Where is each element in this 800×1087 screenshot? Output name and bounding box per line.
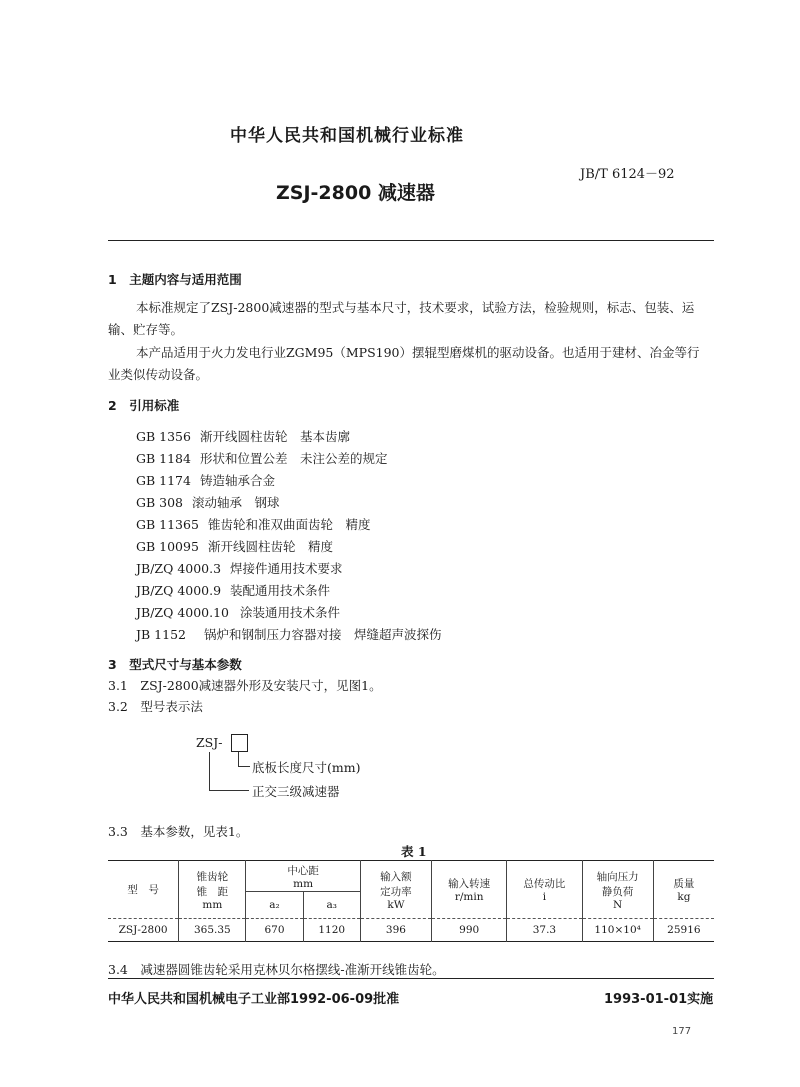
standard-name: 锅炉和钢制压力容器对接 焊缝超声波探伤: [204, 627, 442, 642]
footer-divider: [108, 978, 714, 979]
standard-code: JB/ZQ 4000.3: [136, 561, 222, 576]
standard-code: JB/ZQ 4000.10: [136, 605, 230, 620]
th-power: 输入额 定功率 kW: [360, 861, 431, 919]
standard-code: GB 308: [136, 495, 184, 510]
standard-name: 渐开线圆柱齿轮 精度: [208, 539, 334, 554]
section2-heading: 2 引用标准: [108, 398, 180, 413]
cell-model: ZSJ-2800: [108, 919, 179, 942]
th-mass: 质量 kg: [653, 861, 714, 919]
standard-name: 焊接件通用技术要求: [230, 561, 343, 576]
standard-code: GB 1184: [136, 451, 191, 466]
model-connector: [209, 752, 210, 790]
section1-para2-line1: 本产品适用于火力发电行业ZGM95（MPS190）摆辊型磨煤机的驱动设备。也适用于建材、冶金等行: [136, 345, 700, 360]
standard-item: [136, 581, 330, 599]
standard-code: GB 1174: [136, 473, 191, 488]
standard-item: [136, 427, 350, 445]
model-size-box: [231, 734, 248, 752]
standard-code: GB 10095: [136, 539, 199, 554]
th-model: 型 号: [127, 884, 159, 896]
section3-3: 3.3 基本参数，见表1。: [108, 824, 249, 839]
section3-1: 3.1 ZSJ-2800减速器外形及安装尺寸，见图1。: [108, 678, 382, 693]
th-center: 中心距 mm: [246, 861, 360, 892]
standard-code: JB/T 6124－92: [580, 167, 675, 182]
th-bevel: 锥齿轮 锥 距 mm: [179, 861, 246, 919]
standard-name: 滚动轴承 钢球: [192, 495, 280, 510]
standard-item: [136, 603, 340, 621]
cell-power: 396: [360, 919, 431, 942]
standard-code: GB 11365: [136, 517, 199, 532]
cell-speed: 990: [432, 919, 507, 942]
standard-code: JB 1152: [136, 627, 186, 642]
table-title: 表 1: [401, 844, 427, 859]
section1-para2-line2: 业类似传动设备。: [108, 367, 209, 382]
parameter-table: [108, 860, 714, 942]
th-ratio: 总传动比 i: [507, 861, 582, 919]
standard-item: [136, 493, 280, 511]
model-prefix: ZSJ-: [196, 735, 223, 750]
model-connector: [238, 766, 250, 767]
standard-code: JB/ZQ 4000.9: [136, 583, 222, 598]
section3-4: 3.4 减速器圆锥齿轮采用克林贝尔格摆线-准渐开线锥齿轮。: [108, 962, 445, 977]
organization-title: 中华人民共和国机械行业标准: [230, 126, 464, 146]
table-row: [108, 919, 714, 942]
section1-para1-line1: 本标准规定了ZSJ-2800减速器的型式与基本尺寸，技术要求，试验方法，检验规则，标志、包装、运: [136, 300, 695, 315]
model-label-size: 底板长度尺寸(mm): [252, 760, 361, 775]
section3-2: 3.2 型号表示法: [108, 699, 203, 714]
document-title: ZSJ-2800 减速器: [276, 182, 435, 204]
section3-heading: 3 型式尺寸与基本参数: [108, 657, 242, 672]
standard-item: [136, 625, 442, 643]
section1-para1-line2: 输、贮存等。: [108, 322, 184, 337]
standard-item: [136, 537, 333, 555]
standard-code: GB 1356: [136, 429, 191, 444]
standard-item: [136, 471, 275, 489]
standard-name: 锥齿轮和准双曲面齿轮 精度: [208, 517, 371, 532]
cell-mass: 25916: [653, 919, 714, 942]
standard-name: 形状和位置公差 未注公差的规定: [200, 451, 388, 466]
th-a2: a₂: [246, 892, 303, 919]
standard-name: 涂装通用技术条件: [240, 605, 341, 620]
standard-name: 渐开线圆柱齿轮 基本齿廓: [200, 429, 351, 444]
th-a3: a₃: [303, 892, 360, 919]
standard-name: 装配通用技术条件: [230, 583, 331, 598]
standard-item: [136, 559, 343, 577]
page-number: 177: [672, 1026, 692, 1037]
cell-a2: 670: [246, 919, 303, 942]
cell-axial: 110×10⁴: [582, 919, 653, 942]
standard-item: [136, 449, 388, 467]
standard-item: [136, 515, 371, 533]
model-label-type: 正交三级减速器: [252, 784, 340, 799]
standard-name: 铸造轴承合金: [200, 473, 276, 488]
cell-a3: 1120: [303, 919, 360, 942]
section1-heading: 1 主题内容与适用范围: [108, 272, 242, 287]
model-connector: [238, 752, 239, 766]
approval-line: 中华人民共和国机械电子工业部1992-06-09批准: [108, 992, 400, 1007]
th-axial: 轴向压力 静负荷 N: [582, 861, 653, 919]
cell-ratio: 37.3: [507, 919, 582, 942]
header-divider: [108, 240, 714, 241]
implementation-date: 1993-01-01实施: [604, 992, 714, 1007]
model-connector: [209, 790, 249, 791]
th-speed: 输入转速 r/min: [432, 861, 507, 919]
cell-bevel: 365.35: [179, 919, 246, 942]
